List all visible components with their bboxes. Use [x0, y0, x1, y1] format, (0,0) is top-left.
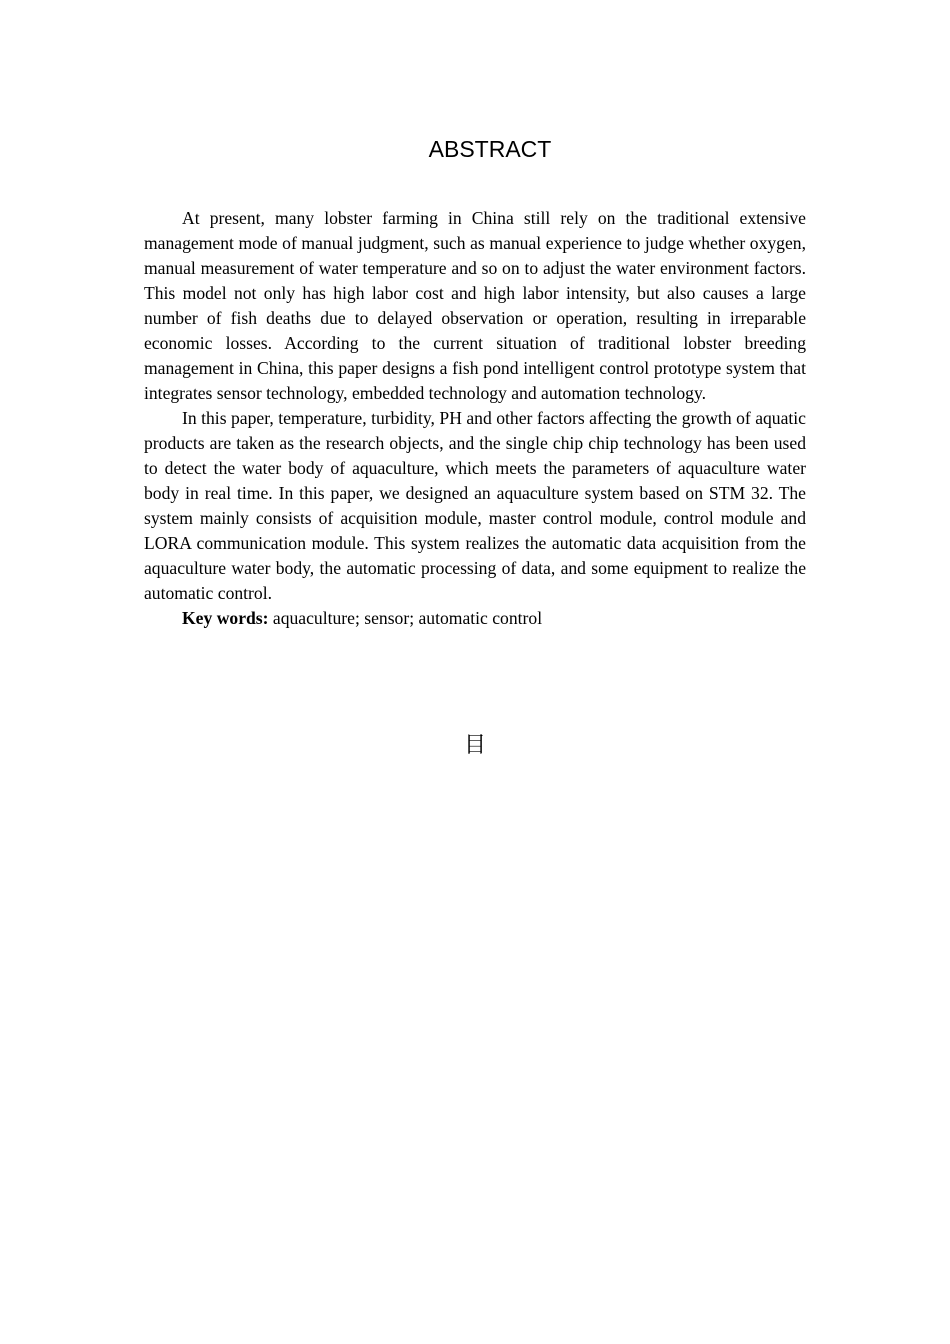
- abstract-body: [144, 206, 806, 631]
- keywords-line: [144, 606, 806, 631]
- abstract-title: ABSTRACT: [428, 136, 552, 162]
- keywords-label: Key words:: [182, 608, 269, 628]
- abstract-paragraph-2: In this paper, temperature, turbidity, PH and other factors affecting the growth of aquatic products are taken as the research objects, and the single chip chip technology has been used to detect the water body of aquaculture, which meets the parameters of aquaculture water body in real time. In this paper, we designed an aquaculture system based on STM 32. The system mainly consists of acquisition module, master control module, control module and LORA communication module. This system realizes the automatic data acquisition from the aquaculture water body, the automatic processing of data, and some equipment to realize the automatic control.: [144, 408, 806, 603]
- keywords-list: aquaculture; sensor; automatic control: [268, 608, 543, 628]
- toc-heading: 目: [463, 733, 486, 758]
- abstract-paragraph-1: At present, many lobster farming in China still rely on the traditional extensive management mode of manual judgment, such as manual experience to judge whether oxygen, manual measurement of water temperature and so on to adjust the water environment factors. This model not only has high labor cost and high labor intensity, but also causes a large number of fish deaths due to delayed observation or operation, resulting in irreparable economic losses. According to the current situation of traditional lobster breeding management in China, this paper designs a fish pond intelligent control prototype system that integrates sensor technology, embedded technology and automation technology.: [144, 208, 806, 403]
